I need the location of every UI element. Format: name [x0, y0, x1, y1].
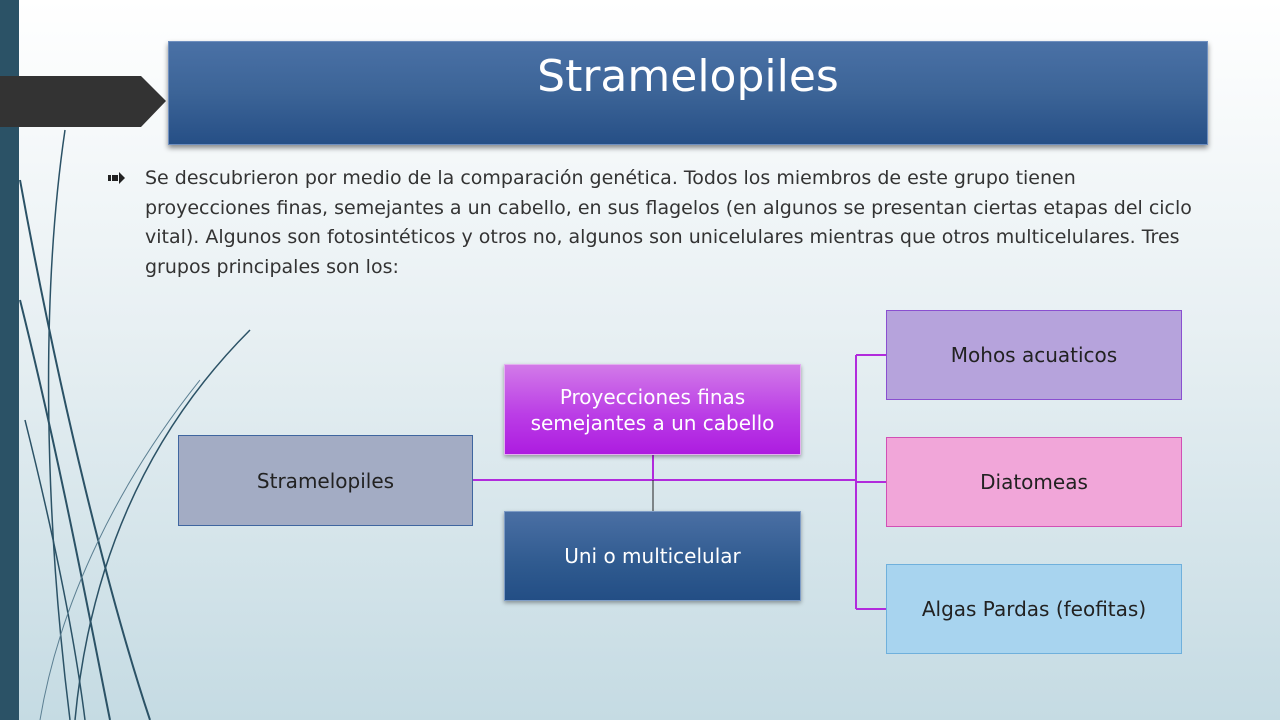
node-diatomeas: Diatomeas [886, 437, 1182, 527]
body-paragraph: Se descubrieron por medio de la comparación genética. Todos los miembros de este grupo tienen proyecciones finas, semejantes a un cabello, en sus flagelos (en algunos se presentan ciertas etapas del ciclo vital). Algunos son fotosintéticos y otros no, algunos son unicelulares mientras que otros multicelulares. Tres grupos principales son los: [145, 167, 1192, 278]
node-uni-multicelular: Uni o multicelular [504, 511, 801, 601]
node-algas-pardas: Algas Pardas (feofitas) [886, 564, 1182, 654]
node-proyecciones: Proyecciones finas semejantes a un cabello [504, 364, 801, 455]
node-mohos-acuaticos: Mohos acuaticos [886, 310, 1182, 400]
page-title: Stramelopiles [168, 41, 1208, 145]
node-stramelopiles: Stramelopiles [178, 435, 473, 526]
